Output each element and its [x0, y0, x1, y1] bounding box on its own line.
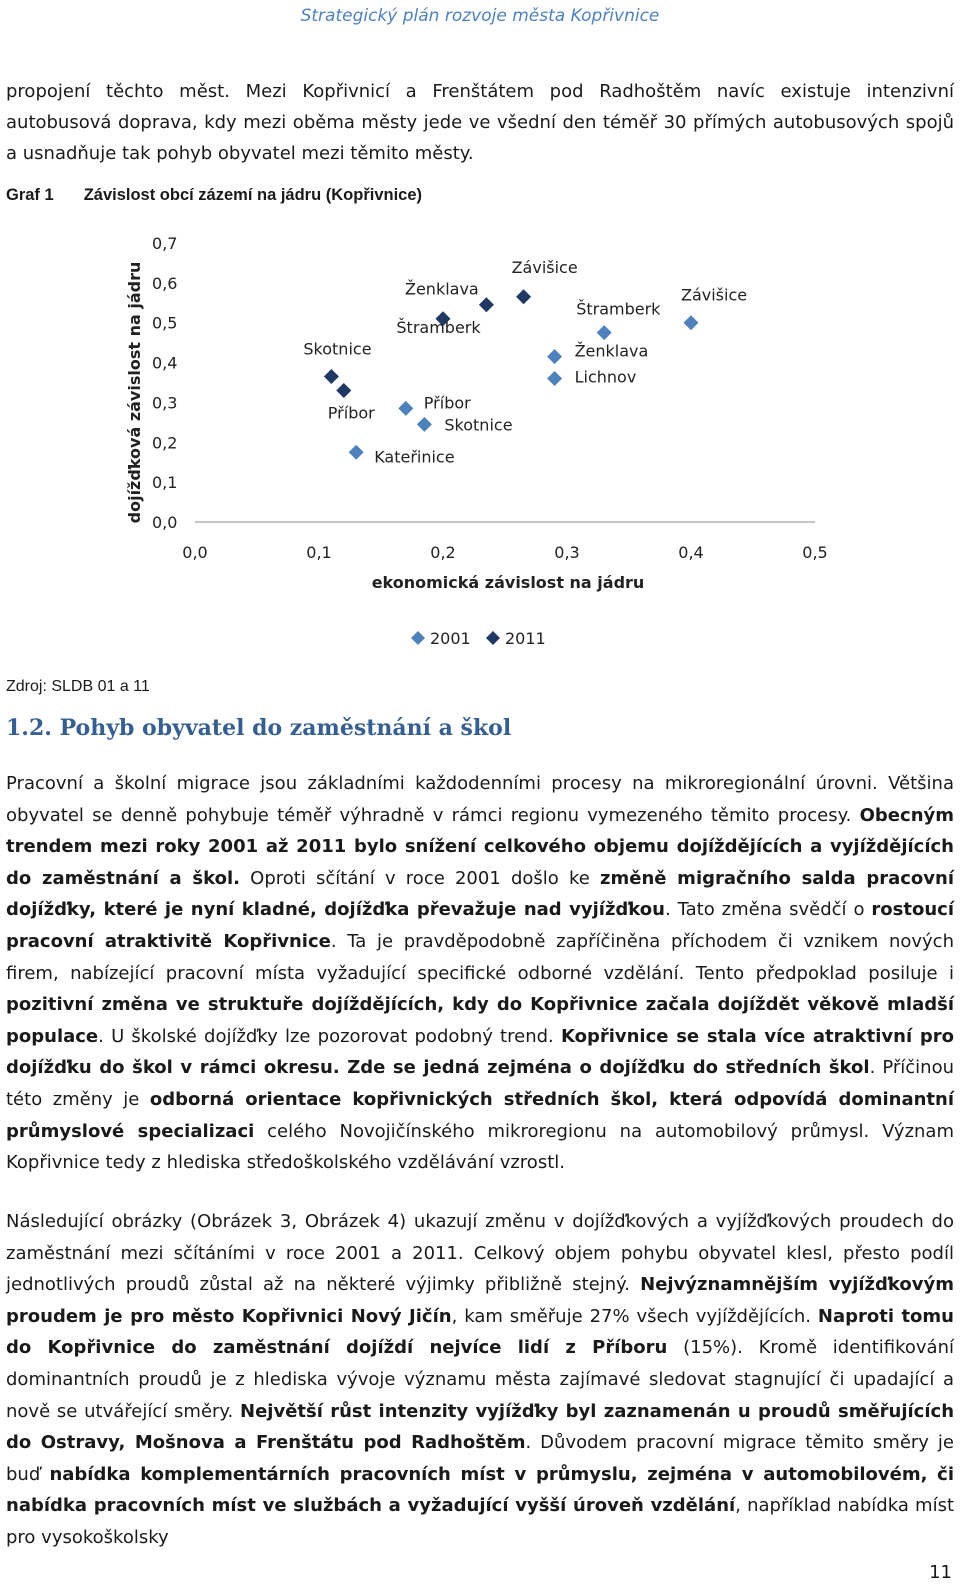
text-run-0: Pracovní a školní migrace jsou základními každodenními procesy na mikroregionální úrovni. Většina obyvatel se denně pohybuje téměř výhradně v rámci regionu vymezeného těmito procesy.: [6, 773, 954, 826]
legend-label: 2011: [505, 629, 546, 648]
text-run-0: Následující obrázky (Obrázek 3, Obrázek 4) ukazují změnu v dojížďkových a vyjížďkových proudech do zaměstnání mezi sčítáními v roce 2001 a 2011. Celkový objem pohybu obyvatel klesl, přesto podíl jednotlivých proudů zůstal až na některé výjimky přibližně stejný.: [6, 1211, 954, 1296]
point-label: Kateřinice: [374, 447, 455, 467]
y-tick-label: 0,7: [152, 234, 178, 253]
y-tick-label: 0,5: [152, 313, 178, 333]
y-tick-label: 0,1: [152, 473, 178, 493]
bold-run-1: Obecným trendem mezi roky 2001 až 2011 bylo snížení celkového objemu dojíždějících a vyjíždějících do zaměstnání a škol.: [6, 804, 954, 889]
bold-run-5: Největší růst intenzity vyjížďky byl zaznamenán u proudů směřujících do Ostravy, Mošnova a Frenštátu pod Radhoštěm: [6, 1400, 955, 1454]
point-label: Ženklava: [405, 279, 479, 299]
point-label: Ženklava: [574, 341, 649, 361]
text-run-6: . Ta je pravděpodobně zapříčiněna příchodem či vznikem nových firem, nabízející pracovní místa vyžadující specifické odborné vzdělání. Tento předpoklad posiluje i: [6, 930, 954, 984]
point-2011: [336, 383, 351, 398]
figure-label: Graf 1: [6, 186, 54, 204]
point-2011: [324, 369, 339, 384]
y-tick-label: 0,6: [152, 273, 178, 293]
x-axis-title: ekonomická závislost na jádru: [371, 573, 645, 592]
legend-marker-2001: [411, 631, 425, 645]
text-run-6: . Důvodem pracovní migrace těmito směry je buď: [6, 1432, 954, 1485]
point-label: Příbor: [327, 403, 375, 423]
point-label: Štramberk: [396, 317, 481, 337]
point-2001: [349, 445, 364, 460]
legend-marker-2011: [486, 631, 500, 645]
paragraph-migration: [6, 768, 954, 1179]
point-2001: [547, 349, 562, 364]
bold-run-9: Kopřivnice se stala více atraktivní pro dojížďku do škol v rámci okresu. Zde se jedná zejména o dojížďku do středních škol: [6, 1025, 954, 1079]
point-2001: [417, 417, 432, 432]
bold-run-5: rostoucí pracovní atraktivitě Kopřivnice: [6, 899, 954, 952]
point-label: Skotnice: [303, 339, 372, 359]
x-tick-label: 0,0: [182, 543, 208, 562]
text-run-2: Oproti sčítání v roce 2001 došlo ke: [240, 867, 600, 889]
point-label: Závišice: [511, 257, 578, 277]
point-2001: [398, 401, 413, 416]
bold-run-3: změně migračního salda pracovní dojížďky, které je nyní kladné, dojížďka převažuje nad vyjížďkou: [6, 867, 955, 921]
x-tick-label: 0,3: [554, 543, 580, 562]
section-heading: 1.2. Pohyb obyvatel do zaměstnání a škol: [6, 715, 512, 741]
y-tick-label: 0,4: [152, 353, 178, 373]
bold-run-3: Naproti tomu do Kopřivnice do zaměstnání dojíždí nejvíce lidí z Příboru: [6, 1305, 954, 1359]
point-label: Skotnice: [444, 415, 513, 435]
intro-paragraph: propojení těchto měst. Mezi Kopřivnicí a Frenštátem pod Radhoštěm navíc existuje intenzivní autobusová doprava, kdy mezi oběma městy jede ve všední den téměř 30 přímých autobusových spojů a usnadňuje tak pohyb obyvatel mezi těmito městy.: [6, 81, 954, 164]
bold-run-1: Nejvýznamnějším vyjížďkovým proudem je pro město Kopřivnici Nový Jičín: [6, 1274, 954, 1327]
point-2001: [597, 325, 612, 340]
text-run-8: , například nabídka míst pro vysokoškolsky: [6, 1495, 954, 1548]
page-number: 11: [929, 1562, 952, 1583]
point-2011: [479, 297, 494, 312]
point-label: Štramberk: [576, 299, 661, 319]
bold-run-7: nabídka komplementárních pracovních míst v průmyslu, zejména v automobilovém, či nabídka pracovních míst ve službách a vyžadující vyšší úroveň vzdělání: [6, 1463, 955, 1517]
paragraph-flows: [6, 1206, 954, 1554]
figure-title: Závislost obcí zázemí na jádru (Kopřivnice): [83, 186, 423, 204]
text-run-10: . Příčinou této změny je: [6, 1057, 954, 1110]
text-run-2: , kam směřuje 27% všech vyjíždějících.: [451, 1305, 818, 1327]
x-tick-label: 0,5: [802, 543, 828, 562]
point-label: Příbor: [423, 393, 471, 413]
figure-caption: [6, 186, 422, 205]
text-run-4: (15%). Kromě identifikování dominantních proudů je z hlediska vývoje významu města zajímavé sledovat stagnující či upadající a nově se utvářející směry.: [6, 1337, 954, 1422]
point-label: Závišice: [681, 285, 748, 305]
running-header: Strategický plán rozvoje města Kopřivnice: [300, 6, 660, 26]
y-tick-label: 0,0: [152, 513, 178, 532]
x-tick-label: 0,2: [430, 543, 456, 562]
text-run-12: celého Novojičínského mikroregionu na automobilový průmysl. Význam Kopřivnice tedy z hlediska středoškolského vzdělávání vzrostl.: [6, 1120, 954, 1174]
text-run-4: . Tato změna svědčí o: [664, 899, 872, 921]
y-tick-label: 0,2: [152, 433, 178, 453]
scatter-chart: [100, 220, 860, 660]
figure-source: Zdroj: SLDB 01 a 11: [6, 678, 150, 695]
y-axis-title: dojížďková závislost na jádru: [125, 261, 144, 524]
bold-run-7: pozitivní změna ve struktuře dojíždějících, kdy do Kopřivnice začala dojíždět věkově mladší populace: [6, 994, 954, 1047]
bold-run-11: odborná orientace kopřivnických středních škol, která odpovídá dominantní průmyslové specializaci: [6, 1088, 955, 1142]
x-tick-label: 0,1: [306, 543, 332, 562]
legend-label: 2001: [430, 629, 471, 648]
point-label: Lichnov: [574, 367, 637, 387]
point-2001: [547, 371, 562, 386]
text-run-8: . U školské dojížďky lze pozorovat podobný trend.: [98, 1025, 561, 1047]
x-tick-label: 0,4: [678, 543, 704, 562]
point-2011: [516, 289, 531, 304]
y-tick-label: 0,3: [152, 393, 178, 413]
point-2001: [684, 315, 699, 330]
